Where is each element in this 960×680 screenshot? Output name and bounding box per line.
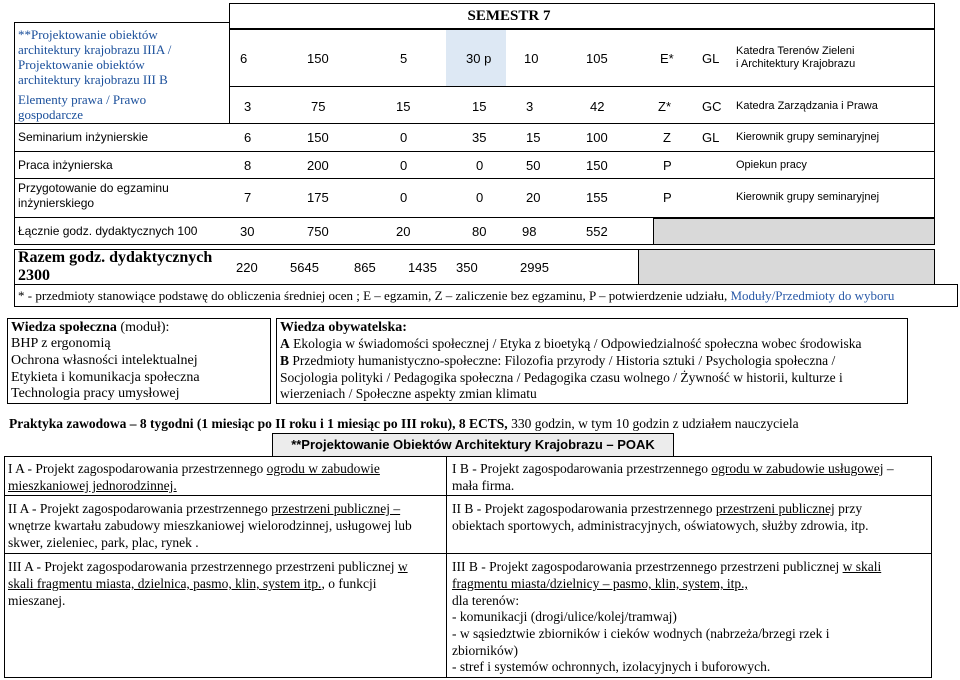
row-value: 0 [400,130,408,145]
civic-a-text: Ekologia w świadomości społecznej / Etyka z bioetyką / Odpowiedzialność społeczna wobec środowiska [289,336,862,351]
poak-iiib-line6: zbiorników) [452,643,518,658]
grand-total-label: Razem godz. dydaktycznych [18,249,213,266]
grand-total-value: 350 [456,260,478,275]
row-value: 8 [244,158,252,173]
row-value: Z* [658,99,671,114]
row-value: 0 [400,158,408,173]
poak-iiia-line3: mieszanej. [8,593,66,608]
row-value: 10 [524,51,539,66]
total-value: 552 [586,224,608,239]
poak-ib-underlined: ogrodu w zabudowie usługowej [711,461,884,476]
grand-total-value: 2995 [520,260,549,275]
poak-iia-underlined: przestrzeni publicznej – [271,501,401,516]
row-value: 0 [476,190,484,205]
row-value: P [663,190,672,205]
poak-iiia-underlined: w [397,559,408,574]
social-item: BHP z ergonomią [11,336,111,351]
row-value: 0 [476,158,484,173]
row-name: Seminarium inżynierskie [18,130,149,144]
row-value: 75 [311,99,326,114]
poak-iiia-line2 [8,576,377,592]
poak-iiib-line5: - w sąsiedztwie zbiorników i cieków wodnych (nabrzeża/brzegi rzek i [452,626,830,641]
poak-ia [8,461,380,477]
civic-line: Socjologia polityki / Pedagogika społeczna / Pedagogika czasu wolnego / Żywność w historii, kulturze i [280,370,843,385]
row-value: GC [702,99,722,114]
total-value: 30 [240,224,255,239]
poak-iiib-line7: - stref i systemów ochronnych, izolacyjnych i buforowych. [452,659,771,674]
grand-total-value: 5645 [290,260,319,275]
total-value: 750 [307,224,329,239]
poak-iiib [452,559,881,575]
poak-iiib-line3: dla terenów: [452,593,520,608]
grand-total-value: 220 [236,260,258,275]
poak-ia-line2: mieszkaniowej jednorodzinnej. [8,478,177,493]
social-knowledge-title-rest: (moduł): [116,320,170,335]
row-value: 175 [307,190,329,205]
poak-iib-text: II B - Projekt zagospodarowania przestrzennego [452,501,716,516]
row-value: GL [702,51,720,66]
row-value: 155 [586,190,608,205]
row-value: 150 [307,51,329,66]
poak-iiia-line2-rest: , o funkcji [321,576,377,591]
poak-iiib-line4: - komunikacji (drogi/ulice/kolej/tramwaj) [452,609,677,624]
poak-iia-line2: wnętrze kwartału zabudowy mieszkaniowej wielorodzinnej, usługowej lub [8,518,412,533]
course-name-line: **Projektowanie obiektów [18,27,158,42]
row-value: 20 [526,190,541,205]
row-name: Przygotowanie do egzaminu [18,181,169,195]
footnote-text: * - przedmioty stanowiące podstawę do obliczenia średniej ocen ; E – egzamin, Z – zaliczenie bez egzaminu, P – potwierdzenie udziału, [18,288,728,303]
row-value: 6 [244,130,252,145]
poak-ib [452,461,894,477]
row-value: 15 [472,99,487,114]
grand-total-blank [639,249,935,285]
total-row-blank [654,218,935,245]
row-value: 35 [472,130,487,145]
row-value: 15 [396,99,411,114]
course-name-line: architektury krajobrazu IIIA / [18,42,172,57]
poak-iib [452,501,862,517]
row-name: inżynierskiego [18,196,95,210]
unit-label: Kierownik grupy seminaryjnej [736,131,880,143]
poak-iib-suffix: przy [834,501,863,516]
poak-ib-suffix: – [883,461,894,476]
poak-iiia-text: III A - Projekt zagospodarowania przestrzennego przestrzeni publicznej [8,559,398,574]
poak-ib-text: I B - Projekt zagospodarowania przestrzennego [452,461,712,476]
poak-iia-line3: skwer, zieleniec, park, plac, rynek . [8,535,199,550]
poak-divider [4,553,932,554]
total-value: 20 [396,224,411,239]
row-value: P [663,158,672,173]
unit-label: i Architektury Krajobrazu [736,58,856,70]
row-value: 7 [244,190,252,205]
total-value: 98 [522,224,537,239]
row-value: 150 [307,130,329,145]
course-name-line: architektury krajobrazu III B [18,72,168,87]
civic-b-letter: B [280,353,290,368]
semester-title: SEMESTR 7 [467,8,551,24]
grand-total-value: 1435 [408,260,437,275]
row-value: GL [702,130,720,145]
civic-option-a [280,336,861,352]
row-value: 5 [400,51,408,66]
footnote [18,288,894,304]
unit-label: Kierownik grupy seminaryjnej [736,191,880,203]
civic-option-b [280,353,835,369]
row-value: 150 [586,158,608,173]
poak-iib-line2: obiektach sportowych, administracyjnych, oświatowych, służby zdrowia, itp. [452,518,869,533]
row-value: 3 [526,99,534,114]
row-value: 50 [526,158,541,173]
practice-line [9,416,799,432]
row-value: 0 [400,190,408,205]
unit-label: Katedra Zarządzania i Prawa [736,100,878,112]
civic-a-letter: A [280,336,290,351]
poak-ib-line2: mała firma. [452,478,515,493]
poak-title: **Projektowanie Obiektów Architektury Krajobrazu – POAK [291,437,655,452]
social-knowledge-title [11,320,169,336]
poak-iia-text: II A - Projekt zagospodarowania przestrzennego [8,501,272,516]
row-value: 6 [240,51,248,66]
row-value: 3 [244,99,252,114]
grand-total-label: 2300 [18,267,50,284]
row-value: Z [663,130,671,145]
grand-total-value: 865 [354,260,376,275]
poak-ia-text: I A - Projekt zagospodarowania przestrzennego [8,461,267,476]
practice-bold: Praktyka zawodowa – 8 tygodni (1 miesiąc po II roku i 1 miesiąc po III roku), 8 ECTS, [9,416,508,431]
poak-iiia-line2-underlined: skali fragmentu miasta, dzielnica, pasmo, klin, system itp. [8,576,322,591]
civic-line: wierzeniach / Społeczne aspekty zmian klimatu [280,386,537,401]
row-value: 30 p [466,51,492,66]
poak-iiib-line2: fragmentu miasta/dzielnicy – pasmo, klin, system, itp., [452,576,748,591]
row-value: 15 [526,130,541,145]
poak-iib-underlined: przestrzeni publicznej [715,501,835,516]
practice-rest: 330 godzin, w tym 10 godzin z udziałem nauczyciela [507,416,799,431]
row-value: 105 [586,51,608,66]
poak-iiib-text: III B - Projekt zagospodarowania przestrzennego przestrzeni publicznej [452,559,843,574]
row-name: Praca inżynierska [18,158,113,172]
elective-modules-link[interactable]: Moduły/Przedmioty do wyboru [730,288,895,303]
unit-label: Opiekun pracy [736,159,807,171]
total-label: Łącznie godz. dydaktycznych 100 [18,224,198,238]
civic-b-text: Przedmioty humanistyczno-społeczne: Filozofia przyrody / Historia sztuki / Psychologia społeczna / [289,353,836,368]
poak-divider-vertical [446,456,447,678]
row-value: E* [660,51,674,66]
poak-iia [8,501,400,517]
poak-divider [4,495,932,496]
poak-iiia [8,559,408,575]
row-value: 100 [586,130,608,145]
course-name-line: gospodarcze [18,107,83,122]
unit-label: Katedra Terenów Zieleni [736,45,855,57]
social-item: Etykieta i komunikacja społeczna [11,370,200,385]
course-name-line: Elementy prawa / Prawo [18,92,147,107]
poak-ia-underlined: ogrodu w zabudowie [266,461,380,476]
total-value: 80 [472,224,487,239]
social-item: Technologia pracy umysłowej [11,386,180,401]
row-value: 200 [307,158,329,173]
row-value: 42 [590,99,605,114]
social-item: Ochrona własności intelektualnej [11,353,198,368]
course-name-line: Projektowanie obiektów [18,57,145,72]
social-knowledge-title-bold: Wiedza społeczna [11,320,117,335]
poak-iiib-underlined: w skali [842,559,882,574]
civic-knowledge-title: Wiedza obywatelska: [280,320,407,335]
